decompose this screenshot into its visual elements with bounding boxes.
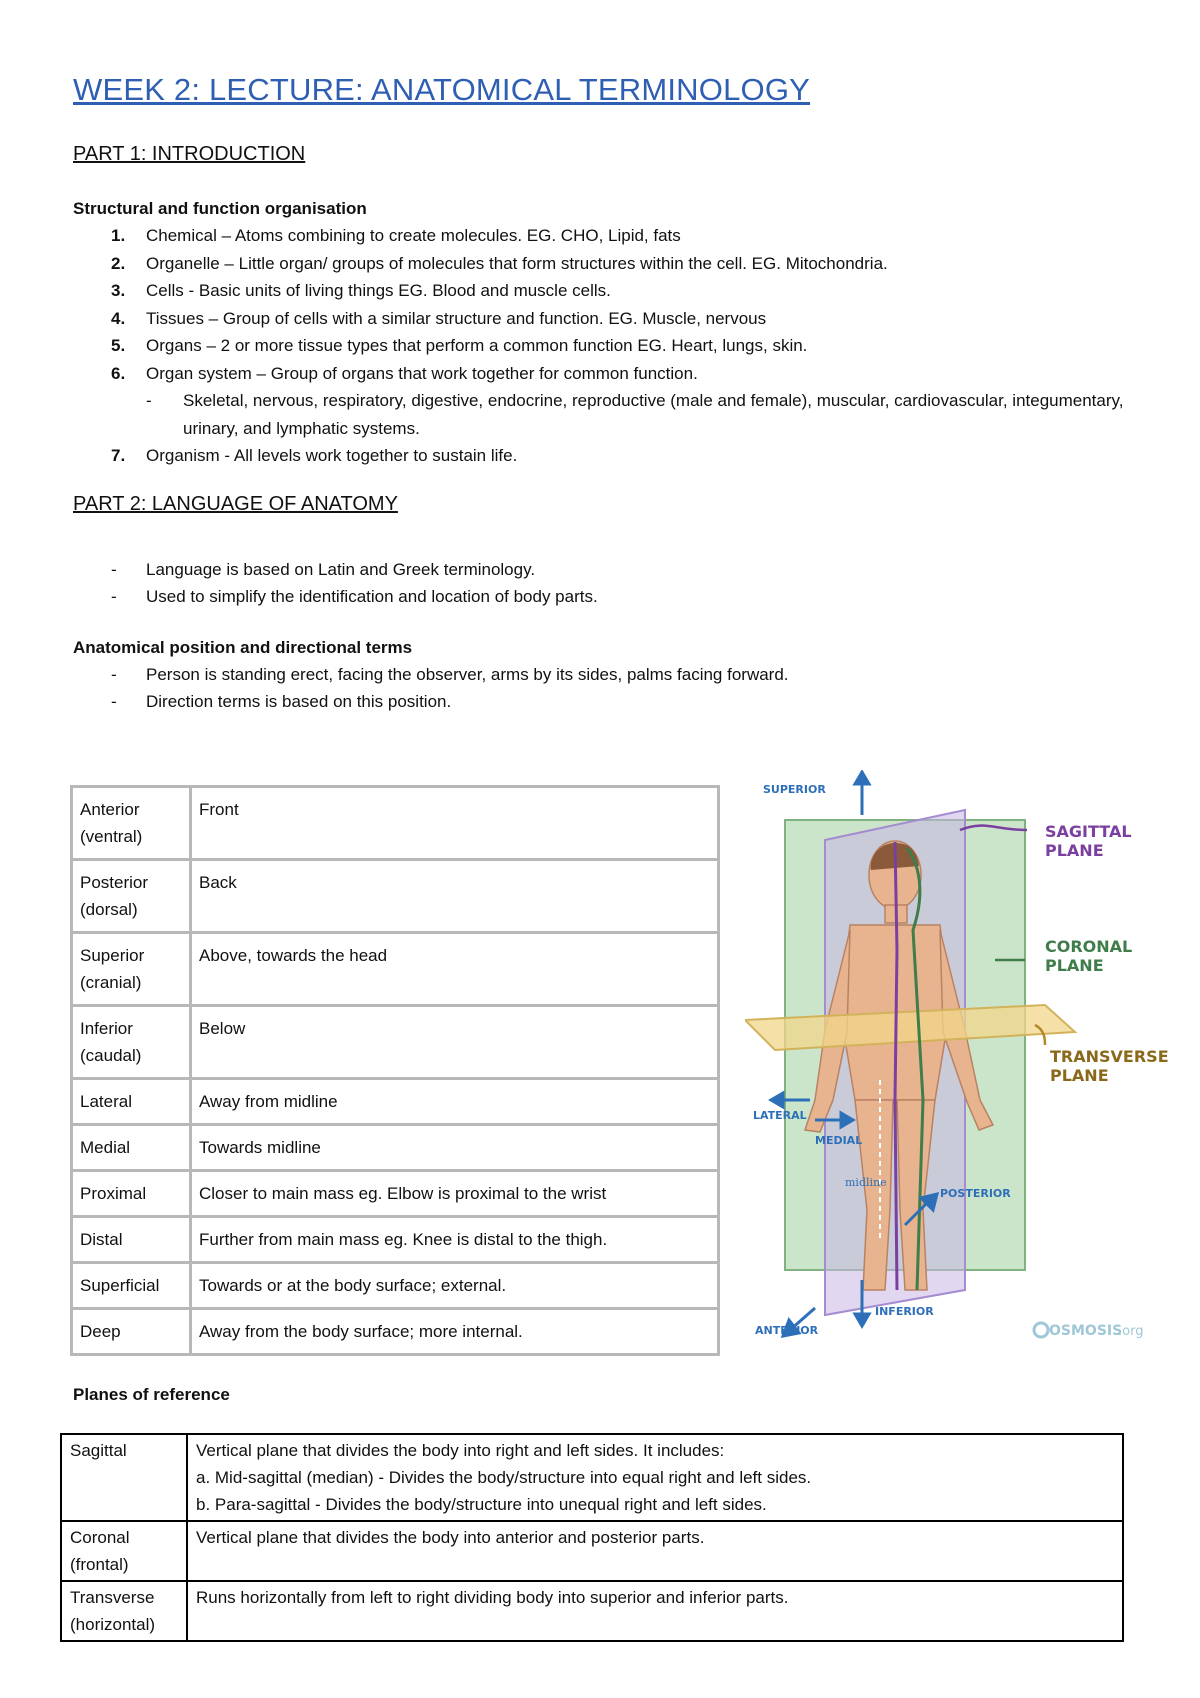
list-item: - Person is standing erect, facing the observer, arms by its sides, palms facing forward. [111, 664, 789, 684]
table-row: Medial Towards midline [72, 1125, 719, 1171]
planes-line: Vertical plane that divides the body into anterior and posterior parts. [196, 1528, 705, 1547]
table-row: Inferior (caudal) Below [72, 1006, 719, 1079]
language-bullets [73, 556, 1133, 611]
table-row: Posterior (dorsal) Back [72, 860, 719, 933]
organisation-list [73, 222, 1133, 470]
transverse-label-2: PLANE [1050, 1066, 1109, 1085]
sagittal-label-2: PLANE [1045, 841, 1104, 860]
planes-line: a. Mid-sagittal (median) - Divides the body/structure into equal right and left sides. [196, 1468, 812, 1487]
anatomical-planes-figure [745, 770, 1175, 1350]
posterior-label: POSTERIOR [940, 1187, 1011, 1200]
planes-illustration [745, 770, 1175, 1350]
part1-heading: PART 1: INTRODUCTION [73, 143, 306, 165]
sagittal-body-line [895, 842, 897, 1290]
directional-terms-table [70, 785, 720, 1356]
document-page [73, 70, 1133, 716]
part2-heading: PART 2: LANGUAGE OF ANATOMY [73, 492, 398, 515]
table-row: Superficial Towards or at the body surface; external. [72, 1263, 719, 1309]
list-item: 7. Organism - All levels work together to sustain life. [111, 446, 518, 465]
position-bullets [73, 661, 1133, 716]
list-item: 2. Organelle – Little organ/ groups of molecules that form structures within the cell. EG. Mitochondria. [111, 253, 888, 273]
transverse-label: TRANSVERSE [1050, 1047, 1169, 1066]
anterior-label: ANTERIOR [755, 1324, 819, 1337]
table-row: Distal Further from main mass eg. Knee is distal to the thigh. [72, 1217, 719, 1263]
table-row: Transverse (horizontal) Runs horizontally from left to right dividing body into superior and inferior parts. [61, 1581, 1123, 1641]
table-row: Anterior (ventral) Front [72, 787, 719, 860]
part2-subheading: Anatomical position and directional terms [73, 637, 413, 657]
list-item: - Direction terms is based on this position. [111, 692, 452, 711]
list-item: 6. Organ system – Group of organs that work together for common function. [111, 363, 698, 383]
coronal-label: CORONAL [1045, 937, 1133, 956]
table-row: Lateral Away from midline [72, 1079, 719, 1125]
table-row: Proximal Closer to main mass eg. Elbow is proximal to the wrist [72, 1171, 719, 1217]
list-item: 3. Cells - Basic units of living things EG. Blood and muscle cells. [111, 281, 611, 300]
planes-line: Vertical plane that divides the body into right and left sides. It includes: [196, 1441, 725, 1460]
table-row: Sagittal Vertical plane that divides the body into right and left sides. It includes: a. Mid-sagittal (median) - Divides the body/structure into equal right and left sides. b. Para-sagittal - Divides the body/structure into unequal right and left sides. [61, 1434, 1123, 1521]
list-item: - Used to simplify the identification and location of body parts. [111, 587, 598, 606]
list-item: 5. Organs – 2 or more tissue types that perform a common function EG. Heart, lungs, skin. [111, 336, 808, 355]
superior-label: SUPERIOR [763, 783, 826, 796]
osmosis-brand: OSMOSIS [1049, 1323, 1123, 1339]
table-row: Deep Away from the body surface; more internal. [72, 1309, 719, 1355]
planes-table [60, 1433, 1124, 1642]
table-row: Coronal (frontal) Vertical plane that divides the body into anterior and posterior parts. [61, 1521, 1123, 1581]
sagittal-label: SAGITTAL [1045, 822, 1132, 841]
table-row: Superior (cranial) Above, towards the head [72, 933, 719, 1006]
osmosis-brand-suffix: .org [1118, 1324, 1144, 1339]
midline-label: midline [845, 1176, 887, 1189]
coronal-label-2: PLANE [1045, 956, 1104, 975]
list-item: 4. Tissues – Group of cells with a similar structure and function. EG. Muscle, nervous [111, 308, 767, 328]
medial-label: MEDIAL [815, 1134, 863, 1147]
list-item: - Language is based on Latin and Greek terminology. [111, 559, 536, 579]
document-title: WEEK 2: LECTURE: ANATOMICAL TERMINOLOGY [73, 72, 811, 107]
planes-heading: Planes of reference [73, 1385, 230, 1404]
list-subitem: - Skeletal, nervous, respiratory, digestive, endocrine, reproductive (male and female), muscular, cardiovascular, integumentary, urinary, and lymphatic systems. [146, 391, 1124, 438]
inferior-label: INFERIOR [875, 1305, 934, 1318]
lateral-label: LATERAL [753, 1109, 807, 1122]
part1-subheading: Structural and function organisation [73, 199, 367, 218]
osmosis-logo-icon [1034, 1323, 1048, 1337]
planes-line: Runs horizontally from left to right dividing body into superior and inferior parts. [196, 1588, 789, 1607]
list-item: 1. Chemical – Atoms combining to create molecules. EG. CHO, Lipid, fats [111, 226, 681, 245]
planes-line: b. Para-sagittal - Divides the body/structure into unequal right and left sides. [196, 1495, 767, 1514]
